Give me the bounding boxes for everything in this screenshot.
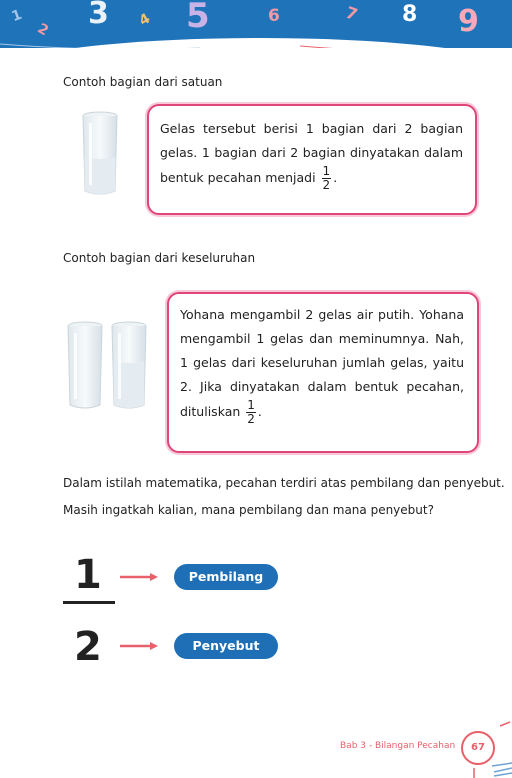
header-number-5: 5	[186, 0, 210, 36]
arrow-right-icon	[120, 572, 160, 582]
fraction-half-2	[246, 399, 256, 426]
page-number: 67	[461, 731, 495, 765]
fraction-half	[322, 165, 332, 192]
info-box-unit-text	[160, 117, 463, 192]
header-decorative-lines	[0, 0, 512, 48]
section-label-whole: Contoh bagian dari keseluruhan	[63, 251, 256, 265]
section-label-unit: Contoh bagian dari satuan	[63, 75, 223, 89]
header-number-4: 4	[136, 10, 154, 30]
header-number-3: 3	[88, 0, 109, 31]
glass-half-icon	[80, 111, 120, 197]
page-header	[0, 0, 512, 48]
info-box-whole-text	[180, 303, 464, 426]
arrow-right-icon	[120, 641, 160, 651]
denominator-label-pill: Penyebut	[174, 633, 278, 659]
fraction-numerator: 1	[322, 164, 331, 178]
explanation-line-2: Masih ingatkah kalian, mana pembilang dan mana penyebut?	[63, 503, 434, 517]
info-box-unit-end: .	[333, 170, 338, 185]
info-box-whole-end: .	[257, 404, 262, 419]
numerator-label-pill: Pembilang	[174, 564, 278, 590]
diagram-numerator: 1	[74, 552, 102, 598]
info-box-whole-body: Yohana mengambil 2 gelas air putih. Yohana mengambil 1 gelas dan meminumnya. Nah, 1 gelas dari keseluruhan jumlah gelas, yaitu 2. Jika dinyatakan dalam bentuk pecahan, dituliskan	[180, 307, 464, 419]
header-number-9: 9	[458, 4, 479, 39]
fraction-denominator: 2	[322, 178, 331, 192]
explanation-line-1: Dalam istilah matematika, pecahan terdiri atas pembilang dan penyebut.	[63, 476, 505, 490]
info-box-whole	[167, 292, 479, 453]
header-number-6: 6	[268, 6, 280, 26]
fraction-numerator-2: 1	[247, 398, 255, 412]
two-glasses-icon	[66, 321, 152, 411]
header-number-1: 1	[9, 6, 25, 26]
diagram-denominator: 2	[74, 624, 102, 670]
header-number-2: 2	[34, 20, 52, 40]
info-box-unit-body: Gelas tersebut berisi 1 bagian dari 2 bagian gelas. 1 bagian dari 2 bagian dinyatakan dalam bentuk pecahan menjadi	[160, 121, 463, 185]
header-number-7: 7	[343, 2, 361, 25]
fraction-denominator-2: 2	[247, 412, 255, 426]
info-box-unit	[147, 104, 477, 215]
diagram-fraction-bar	[63, 601, 115, 604]
header-number-8: 8	[402, 2, 418, 27]
footer-chapter: Bab 3 - Bilangan Pecahan	[340, 741, 456, 751]
